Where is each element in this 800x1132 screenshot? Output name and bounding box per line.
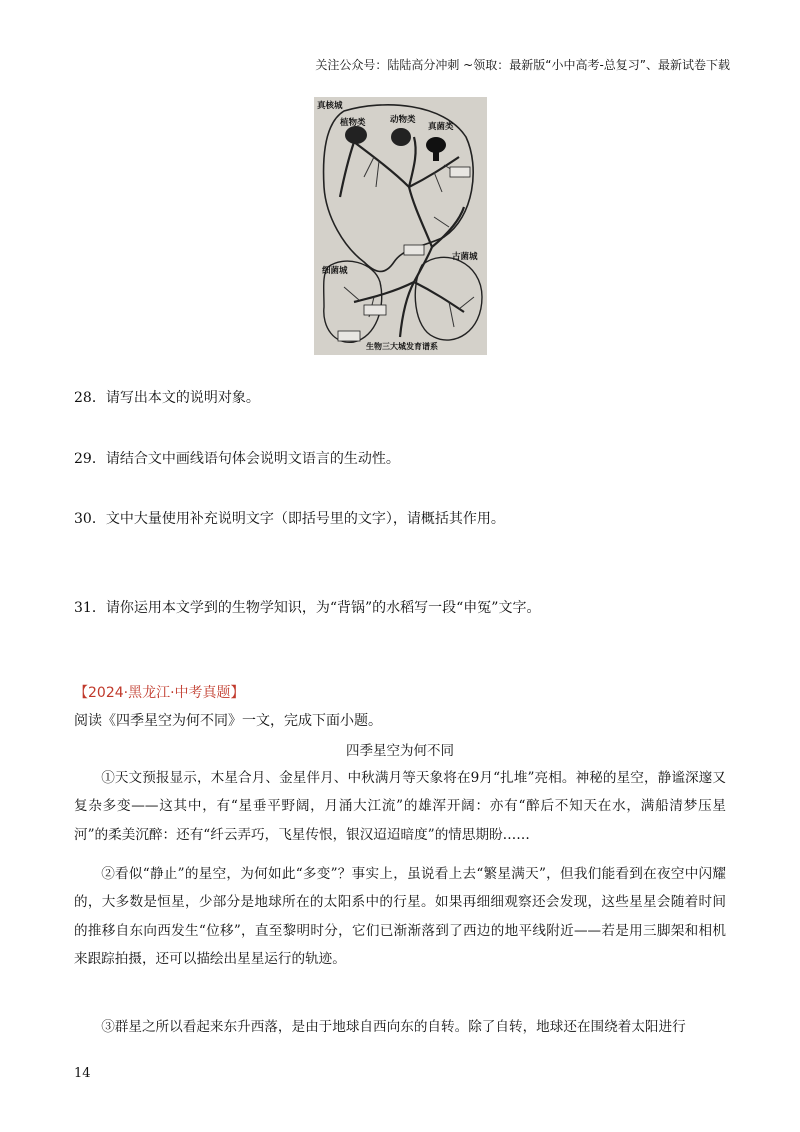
phylogeny-figure: [314, 97, 487, 355]
article-title: 四季星空为何不同: [346, 743, 454, 759]
question-31: 31．请你运用本文学到的生物学知识，为“背锅”的水稻写一段“申冤”文字。: [74, 600, 541, 616]
label-plant: 植物类: [340, 118, 366, 128]
phylogeny-diagram: [314, 97, 487, 355]
page-header: 关注公众号：陆陆高分冲刺 ~领取：最新版“小中高考-总复习”、最新试卷下载: [315, 58, 730, 72]
paragraph-1: ①天文预报显示，木星合月、金星伴月、中秋满月等天象将在9月“扎堆”亮相。神秘的星空，静谧深邃又复杂多变——这其中，有“星垂平野阔，月涌大江流”的雄浑开阔：亦有“醉后不知天在水，满船清梦压星河”的柔美沉醉：还有“纤云弄巧，飞星传恨，银汉迢迢暗度”的情思期盼……: [74, 770, 726, 843]
paragraph-2: ②看似“静止”的星空，为何如此“多变”？事实上，虽说看上去“繁星满天”，但我们能看到在夜空中闪耀的，大多数是恒星，少部分是地球所在的太阳系中的行星。如果再细细观察还会发现，这些星星会随着时间的推移自东向西发生“位移”，直至黎明时分，它们已渐渐落到了西边的地平线附近——若是用三脚架和相机来跟踪拍摄，还可以描绘出星星运行的轨迹。: [74, 866, 726, 967]
section-tag: 【2024·黑龙江·中考真题】: [74, 685, 245, 701]
page-number: 14: [74, 1066, 91, 1081]
figure-title: 生物三大城发育谱系: [366, 342, 438, 351]
label-bacteria-city: 细菌城: [322, 266, 348, 276]
question-30: 30．文中大量使用补充说明文字（即括号里的文字），请概括其作用。: [74, 511, 505, 527]
paragraph-3: ③群星之所以看起来东升西落，是由于地球自西向东的自转。除了自转，地球还在围绕着太阳进行: [101, 1019, 686, 1035]
question-28: 28．请写出本文的说明对象。: [74, 390, 260, 406]
label-eukaryote-city: 真核城: [317, 101, 343, 111]
label-archaea-city: 古菌城: [452, 252, 478, 262]
reading-intro: 阅读《四季星空为何不同》一文，完成下面小题。: [74, 713, 382, 729]
question-29: 29．请结合文中画线语句体会说明文语言的生动性。: [74, 451, 400, 467]
label-animal: 动物类: [390, 115, 416, 125]
label-fungi: 真菌类: [428, 122, 454, 132]
